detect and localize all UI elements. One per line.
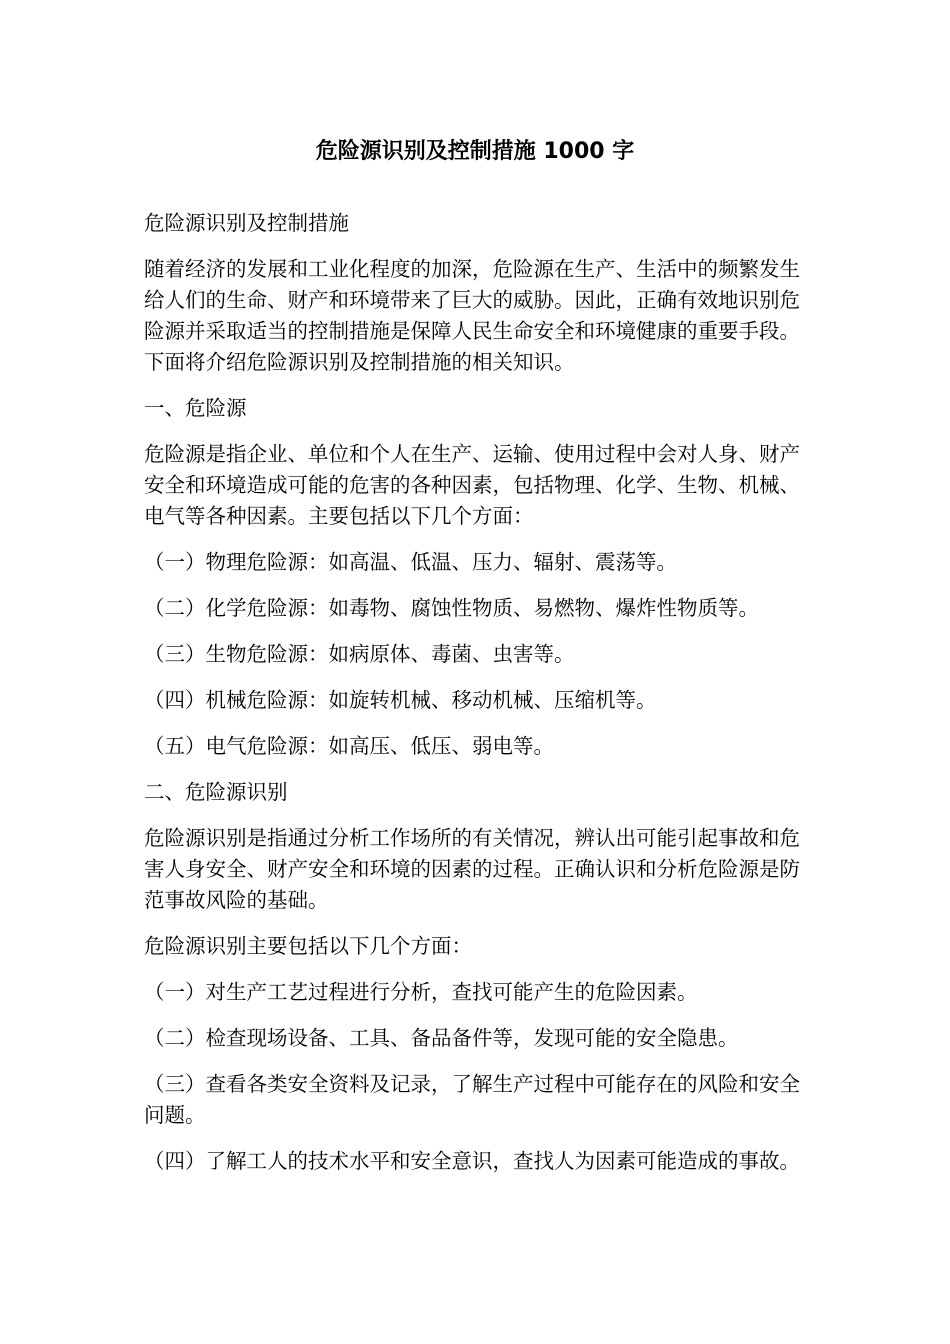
list-item-records-review: （三）查看各类安全资料及记录，了解生产过程中可能存在的风险和安全问题。	[144, 1072, 800, 1127]
hazard-definition-paragraph: 危险源是指企业、单位和个人在生产、运输、使用过程中会对人身、财产安全和环境造成可能的危害的各种因素，包括物理、化学、生物、机械、电气等各种因素。主要包括以下几个方面：	[144, 442, 800, 528]
identification-definition-paragraph: 危险源识别是指通过分析工作场所的有关情况，辨认出可能引起事故和危害人身安全、财产安全和环境的因素的过程。正确认识和分析危险源是防范事故风险的基础。	[144, 826, 800, 912]
intro-paragraph: 随着经济的发展和工业化程度的加深，危险源在生产、生活中的频繁发生给人们的生命、财产和环境带来了巨大的威胁。因此，正确有效地识别危险源并采取适当的控制措施是保障人民生命安全和环境健康的重要手段。下面将介绍危险源识别及控制措施的相关知识。	[144, 257, 800, 374]
subtitle-paragraph: 危险源识别及控制措施	[144, 211, 349, 235]
list-item-chemical-hazard: （二）化学危险源：如毒物、腐蚀性物质、易燃物、爆炸性物质等。	[144, 596, 759, 620]
identification-intro-paragraph: 危险源识别主要包括以下几个方面：	[144, 934, 472, 958]
list-item-worker-assessment: （四）了解工人的技术水平和安全意识，查找人为因素可能造成的事故。	[144, 1149, 800, 1173]
section-heading-hazard-identification: 二、危险源识别	[144, 780, 288, 804]
document-title: 危险源识别及控制措施 1000 字	[315, 139, 635, 164]
list-item-biological-hazard: （三）生物危险源：如病原体、毒菌、虫害等。	[144, 642, 575, 666]
list-item-equipment-inspection: （二）检查现场设备、工具、备品备件等，发现可能的安全隐患。	[144, 1026, 739, 1050]
list-item-process-analysis: （一）对生产工艺过程进行分析，查找可能产生的危险因素。	[144, 980, 698, 1004]
list-item-physical-hazard: （一）物理危险源：如高温、低温、压力、辐射、震荡等。	[144, 550, 677, 574]
list-item-mechanical-hazard: （四）机械危险源：如旋转机械、移动机械、压缩机等。	[144, 688, 657, 712]
list-item-electrical-hazard: （五）电气危险源：如高压、低压、弱电等。	[144, 734, 554, 758]
section-heading-hazard-sources: 一、危险源	[144, 396, 247, 420]
document-body	[144, 208, 812, 1192]
